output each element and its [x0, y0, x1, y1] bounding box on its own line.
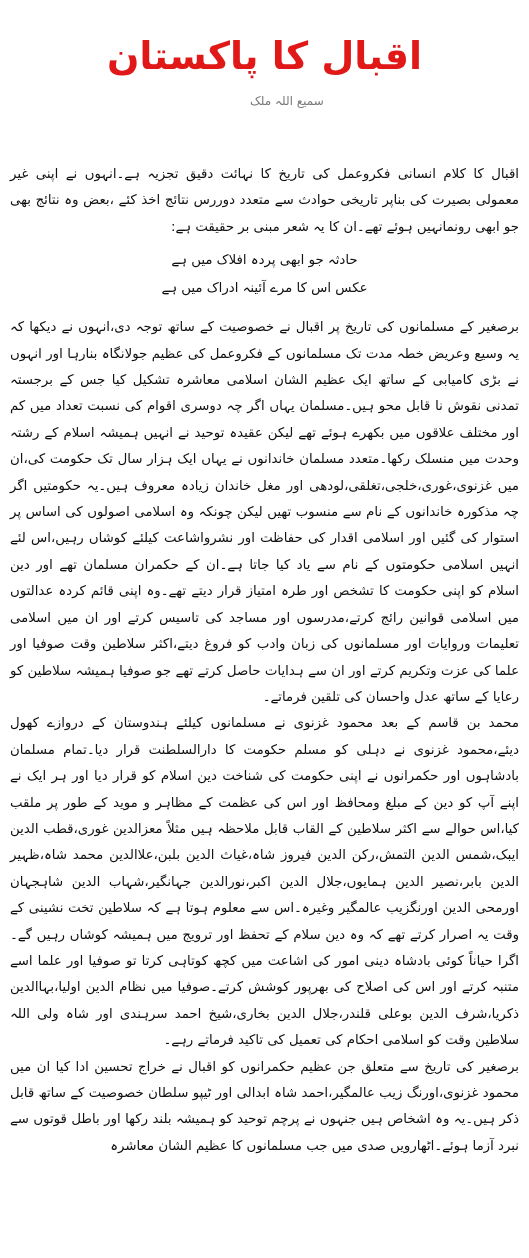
- body-paragraph-4: برصغیر کی تاریخ سے متعلق جن عظیم حکمرانوں کو اقبال نے خراج تحسین ادا کیا ان میں محمود غزنوی،اورنگ زیب عالمگیر،احمد شاہ ابدالی اور ٹیپو سلطان خصوصیت کے ساتھ قابل ذکر ہیں۔یہ وہ اشخاص ہیں جنہوں نے پرچم توحید کو ہمیشہ بلند رکھا اور باطل قوتوں سے نبرد آزما ہوئے۔اٹھارویں صدی میں جب مسلمانوں کا عظیم الشان معاشرہ: [10, 1059, 519, 1154]
- body-paragraph-2: برصغیر کے مسلمانوں کی تاریخ پر اقبال نے خصوصیت کے ساتھ توجہ دی،انہوں نے دیکھا کہ یہ وسیع وعریض خطہ مدت تک مسلمانوں کے فکروعمل کی عظیم جولانگاہ بنارہا اور انہوں نے بڑی کامیابی کے ساتھ ایک عظیم الشان اسلامی معاشرہ تشکیل کیا جس کے برجستہ تمدنی نقوش نا قابل محو ہیں۔مسلمان یہاں اگر چہ دوسری اقوام کی نسبت تعداد میں کم اور مختلف علاقوں میں بکھرے ہوئے تھے لیکن عقیدہ توحید نے انہیں ہمیشہ اسلام کے رشتہ وحدت میں منسلک رکھا۔متعدد مسلمان خاندانوں نے یہاں ایک ہزار سال تک حکومت کی،ان میں غزنوی،غوری،خلجی،تغلقی،لودھی اور مغل خاندان زیادہ معروف ہیں۔یہ حکومتیں اگر چہ مذکورہ خاندانوں کے نام سے منسوب تھیں لیکن چونکہ وہ اسلامی اصولوں کی اساس پر استوار کی گئیں اور اسلامی اقدار کی حفاظت اور نشرواشاعت کیلئے کوشاں رہیں،اس لئے انہیں اسلامی حکومتوں کے نام سے یاد کیا جاتا ہے۔ان کے حکمران مسلمان تھے اور دین اسلام کو اپنی حکومت کا تشخص اور طرہ امتیاز قرار دیتے تھے۔وہ اپنی قائم کردہ عدالتوں میں اسلامی قوانین رائج کرتے،مدرسوں اور مساجد کی تاسیس کرتے اور ان میں اسلامی تعلیمات وروایات اور مسلمانوں کی زبان وادب کو فروغ دیتے،اکثر سلاطین وقت صوفیا اور علما کی عزت وتکریم کرتے اور ان سے ہدایات حاصل کرتے تھے جو صوفیا ہمیشہ سلاطین کو رعایا کے ساتھ عدل واحسان کی تلقین فرماتے۔: [10, 320, 519, 705]
- couplet-line-2: عکس اس کا مرے آئینہ ادراک میں ہے: [161, 281, 368, 297]
- intro-paragraph: اقبال کا کلام انسانی فکروعمل کی تاریخ کا نہائت دقیق تجزیہ ہے۔انہوں نے اپنی غیر معمولی بصیرت کی بناپر تاریخی حوادث سے متعدد دوررس نتائج اخذ کئے ،بعض وہ نتائج بھی جو ابھی رونمانہیں ہوئے تھے۔ان کا یہ شعر مبنی بر حقیقت ہے:: [10, 167, 519, 235]
- author-byline: [10, 94, 519, 114]
- author-name: سمیع اللہ ملک: [250, 94, 324, 108]
- article-title: اقبال کا پاکستان: [106, 34, 422, 78]
- couplet-line-1: حادثہ جو ابھی پردہ افلاک میں ہے: [171, 253, 358, 269]
- poetry-couplet: [10, 247, 519, 303]
- body-paragraph-3: محمد بن قاسم کے بعد محمود غزنوی نے مسلمانوں کیلئے ہندوستان کے دروازے کھول دیئے،محمود غزنوی نے دہلی کو مسلم حکومت کا دارالسلطنت قرار دیا۔تمام مسلمان بادشاہوں اور حکمرانوں نے اپنی حکومت کی شناخت دین اسلام کو قرار دیا اور ہر ایک نے اپنے آپ کو دین کے مبلغ ومحافظ اور اس کی عظمت کے مظاہر و موید کے طور پر ملقب کیا،اس حوالے سے اکثر سلاطین کے القاب قابل ملاحظہ ہیں مثلاً معزالدین غوری،قطب الدین ایبک،شمس الدین التمش،رکن الدین فیروز شاہ،غیاث الدین بلبن،علاالدین محمد شاہ،ظہیر الدین بابر،نصیر الدین ہمایوں،جلال الدین اکبر،نورالدین جہانگیر،شہاب الدین شاہجہان اورمحی الدین اورنگزیب عالمگیر وغیرہ۔اس سے معلوم ہوتا ہے کہ سلاطین تخت نشینی کے وقت یہ اصرار کرتے تھے کہ وہ دین سلام کے تحفظ اور ترویج میں ہمیشہ کوشاں رہیں گے۔اگرا حیاناً کوئی بادشاہ دینی امور کی اشاعت میں کچھ کوتاہی کرتا تو صوفیا اور علما اسے متنبہ کرتے اور اس کی اصلاح کی بھرپور کوشش کرتے۔صوفیا میں نظام الدین اولیا،بہاالدین ذکریا،شرف الدین بوعلی قلندر،جلال الدین بخاری،شیخ احمد سرہندی اور شاہ ولی اللہ سلاطین وقت کو اسلامی احکام کی تعمیل کی تاکید فرماتے رہے۔: [10, 716, 519, 1049]
